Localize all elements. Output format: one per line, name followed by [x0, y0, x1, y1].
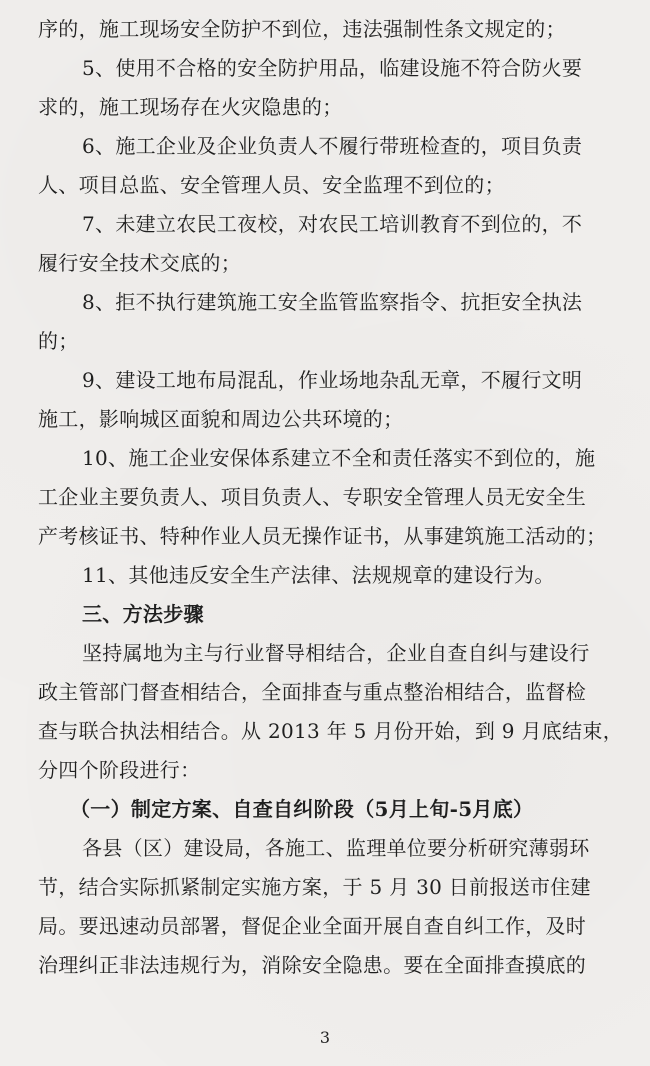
text-line: 11、其他违反安全生产法律、法规规章的建设行为。 [82, 563, 555, 587]
text-line: 分四个阶段进行： [38, 758, 201, 782]
text-line: 求的，施工现场存在火灾隐患的； [38, 95, 343, 119]
text-line: 坚持属地为主与行业督导相结合，企业自查自纠与建设行 [82, 641, 590, 665]
text-line: 节，结合实际抓紧制定实施方案，于 5 月 30 日前报送市住建 [38, 875, 591, 899]
page-number: 3 [319, 1028, 331, 1047]
text-line: 政主管部门督查相结合，全面排查与重点整治相结合，监督检 [38, 680, 587, 704]
document-body [0, 10, 650, 985]
text-line: 6、施工企业及企业负责人不履行带班检查的，项目负责 [82, 134, 583, 158]
text-line: 7、未建立农民工夜校，对农民工培训教育不到位的，不 [82, 212, 583, 236]
text-line: 人、项目总监、安全管理人员、安全监理不到位的； [38, 173, 505, 197]
text-line: 履行安全技术交底的； [38, 251, 241, 275]
text-line: 施工，影响城区面貌和周边公共环境的； [38, 407, 404, 431]
text-line: 9、建设工地布局混乱，作业场地杂乱无章，不履行文明 [82, 368, 583, 392]
subsection-heading: （一）制定方案、自查自纠阶段（5月上旬-5月底） [70, 797, 534, 821]
text-line: 治理纠正非法违规行为，消除安全隐患。要在全面排查摸底的 [38, 953, 587, 977]
text-line: 的； [38, 329, 79, 353]
section-heading: 三、方法步骤 [82, 602, 204, 626]
text-line: 5、使用不合格的安全防护用品，临建设施不符合防火要 [82, 56, 583, 80]
text-line: 工企业主要负责人、项目负责人、专职安全管理人员无安全生 [38, 485, 587, 509]
text-line: 查与联合执法相结合。从 2013 年 5 月份开始，到 9 月底结束， [38, 719, 623, 743]
text-line: 产考核证书、特种作业人员无操作证书，从事建筑施工活动的； [38, 524, 607, 548]
text-line: 8、拒不执行建筑施工安全监管监察指令、抗拒安全执法 [82, 290, 583, 314]
text-line: 序的，施工现场安全防护不到位，违法强制性条文规定的； [38, 17, 566, 41]
text-line: 各县（区）建设局，各施工、监理单位要分析研究薄弱环 [82, 836, 590, 860]
text-line: 局。要迅速动员部署，督促企业全面开展自查自纠工作，及时 [38, 914, 587, 938]
text-line: 10、施工企业安保体系建立不全和责任落实不到位的，施 [82, 446, 596, 470]
